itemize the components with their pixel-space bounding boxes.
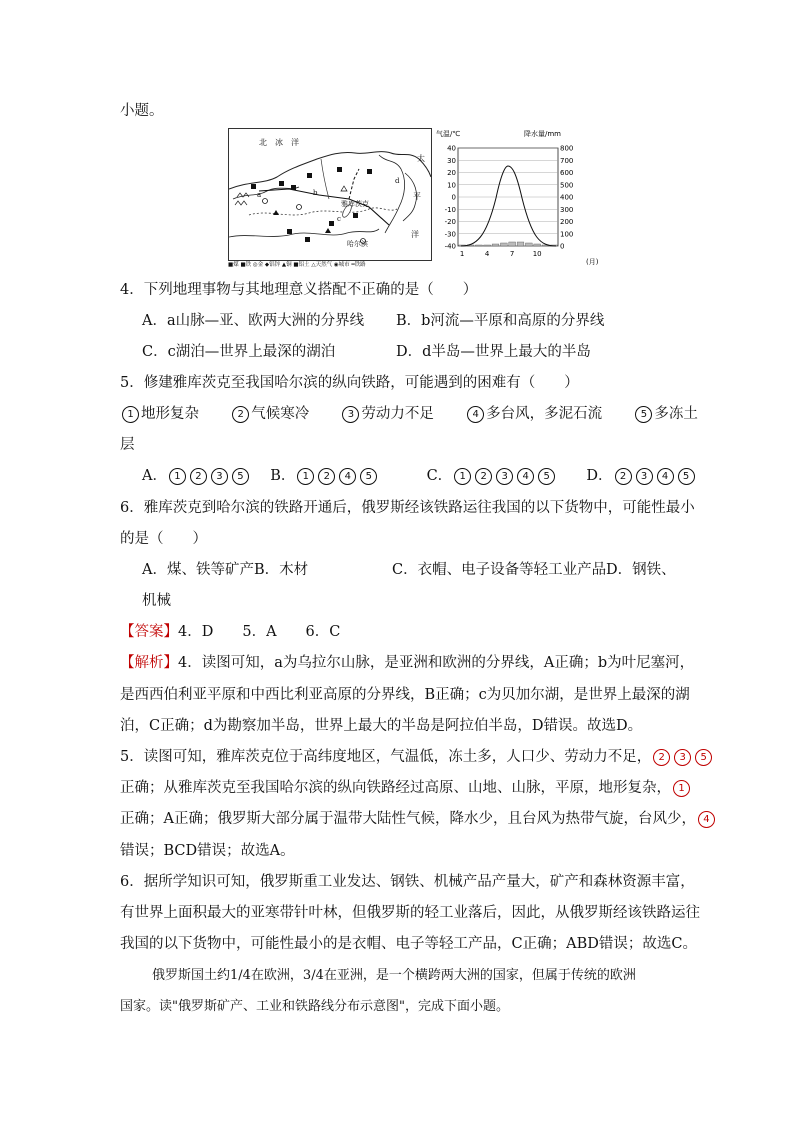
precip-bar	[492, 244, 499, 246]
analysis-p5-1	[120, 746, 714, 768]
c3: 3	[496, 468, 513, 485]
c1: 1	[297, 468, 314, 485]
q5-option-b-label: B．	[270, 468, 296, 484]
red-circle-5: 5	[695, 749, 712, 766]
q5-item-3: 劳动力不足	[361, 406, 434, 422]
analysis-p5-2-text: 正确；从雅库茨克至我国哈尔滨的纵向铁路经过高原、山地、山脉，平原，地形复杂，	[120, 780, 671, 796]
precip-tick-label: 800	[560, 144, 574, 153]
num-circle-5: 5	[635, 406, 652, 423]
q4-option-b: B．b河流—平原和高原的分界线	[396, 313, 605, 329]
q5-option-d-label: D．	[586, 468, 613, 484]
next-intro-1: 俄罗斯国土约1/4在欧洲，3/4在亚洲，是一个横跨两大洲的国家，但属于传统的欧洲	[152, 968, 636, 983]
q5-options	[142, 465, 697, 487]
precip-tick-label: 700	[560, 156, 574, 165]
temp-tick-label: 0	[451, 193, 456, 202]
c5: 5	[232, 468, 249, 485]
label-d: d	[395, 177, 400, 185]
analysis-p5-4: 错误；BCD错误；故选A。	[120, 843, 295, 859]
temp-tick-label: 30	[447, 156, 456, 165]
figure	[228, 128, 608, 268]
analysis-p4-3: 泊，C正确；d为勘察加半岛，世界上最大的半岛是阿拉伯半岛，D错误。故选D。	[120, 718, 643, 734]
map-legend: ■煤 ■铁 ◎金 ◆铝锌 ▲铜 ■铝土 △天然气 ◉城市 ━铁路	[228, 262, 366, 268]
precip-tick-label: 600	[560, 169, 574, 177]
q6-option-d: D．钢铁、	[606, 562, 676, 578]
c5: 5	[538, 468, 555, 485]
precip-tick-label: 300	[560, 205, 574, 214]
precip-bar	[525, 243, 532, 246]
precip-tick-label: 100	[560, 230, 574, 239]
q5-item-2: 气候寒冷	[251, 406, 310, 422]
analysis-p5-3	[120, 808, 717, 830]
arctic-ocean-label: 北 冰 洋	[259, 138, 299, 147]
c3: 3	[211, 468, 228, 485]
month-tick-label: 7	[509, 250, 515, 258]
c5: 5	[360, 468, 377, 485]
label-a: a	[257, 191, 262, 199]
num-circle-4: 4	[467, 406, 484, 423]
q6-option-c: C．衣帽、电子设备等轻工业产品	[392, 562, 607, 578]
label-c: c	[337, 215, 341, 223]
num-circle-3: 3	[342, 406, 359, 423]
red-circle-3: 3	[674, 749, 691, 766]
temp-tick-label: 10	[447, 181, 456, 190]
analysis-p5-3-text: 正确；A正确；俄罗斯大部分属于温带大陆性气候，降水少，且台风为热带气旋，台风少，	[120, 811, 696, 827]
label-b: b	[313, 189, 318, 197]
answer-tag: 【答案】	[120, 624, 178, 640]
q4-option-d: D．d半岛—世界上最大的半岛	[396, 344, 591, 360]
c2: 2	[475, 468, 492, 485]
red-circle-1: 1	[673, 780, 690, 797]
precip-tick-label: 500	[560, 181, 574, 190]
c1: 1	[169, 468, 186, 485]
q6-stem-1: 6．雅库茨克到哈尔滨的铁路开通后，俄罗斯经该铁路运往我国的以下货物中，可能性最小	[120, 500, 695, 516]
q6-option-d-tail: 机械	[142, 593, 171, 609]
analysis-tag: 【解析】	[120, 655, 178, 671]
harbin-label: 哈尔滨	[347, 240, 368, 248]
precip-bar	[509, 242, 516, 246]
analysis-p6-2: 有世界上面积最大的亚寒带针叶林，但俄罗斯的轻工业落后，因此，从俄罗斯经该铁路运往	[120, 905, 700, 921]
temp-tick-label: 20	[447, 169, 456, 177]
q4-option-a: A．a山脉—亚、欧两大洲的分界线	[142, 313, 365, 329]
precip-bar	[484, 245, 491, 246]
temp-axis-label: 气温/℃	[436, 130, 461, 138]
precip-axis-label: 降水量/mm	[524, 130, 561, 138]
month-tick-label: 10	[532, 250, 542, 258]
c4: 4	[517, 468, 534, 485]
analysis-p6-1: 6．据所学知识可知，俄罗斯重工业发达、钢铁、机械产品产量大，矿产和森林资源丰富，	[120, 874, 695, 890]
month-unit-label: (月)	[586, 258, 599, 266]
month-tick-label: 1	[459, 250, 465, 258]
temp-tick-label: -40	[444, 242, 456, 251]
q5-stem: 5．修建雅库茨克至我国哈尔滨的纵向铁路，可能遇到的困难有（ ）	[120, 375, 579, 391]
q5-items	[120, 403, 698, 425]
q6-option-a: A．煤、铁等矿产	[142, 562, 254, 578]
pacific-label-2: 平	[413, 192, 421, 201]
precip-tick-label: 400	[560, 193, 574, 202]
answer-line	[120, 621, 340, 643]
q5-item-4: 多台风，多泥石流	[486, 406, 603, 422]
analysis-p4-1-text: 4．读图可知，a为乌拉尔山脉，是亚洲和欧洲的分界线，A正确；b为叶尼塞河，	[178, 655, 695, 671]
answer-text: 4．D 5．A 6．C	[178, 624, 341, 640]
analysis-p4-2: 是西西伯利亚平原和中西比利亚高原的分界线，B正确；c为贝加尔湖，是世界上最深的湖	[120, 687, 690, 703]
next-intro-2: 国家。读"俄罗斯矿产、工业和铁路线分布示意图"，完成下面小题。	[120, 999, 509, 1014]
yakutsk-label: 雅库茨克	[341, 200, 369, 208]
q5-option-c-label: C．	[426, 468, 453, 484]
q4-stem: 4．下列地理事物与其地理意义搭配不正确的是（ ）	[120, 282, 478, 298]
russia-map	[228, 128, 432, 261]
precip-bar	[517, 242, 524, 246]
analysis-p6-3: 我国的以下货物中，可能性最小的是衣帽、电子等轻工产品，C正确；ABD错误；故选C。	[120, 936, 697, 952]
q5-item-5-tail: 层	[120, 437, 135, 453]
precip-tick-label: 0	[560, 242, 565, 251]
num-circle-1: 1	[122, 406, 139, 423]
q4-option-c: C．c湖泊—世界上最深的湖泊	[142, 344, 336, 360]
pacific-label-3: 洋	[411, 230, 419, 239]
analysis-p4-1	[120, 652, 694, 674]
c1: 1	[454, 468, 471, 485]
c4: 4	[339, 468, 356, 485]
precip-bar	[534, 244, 541, 246]
pacific-label-1: 太	[417, 154, 425, 163]
c2: 2	[615, 468, 632, 485]
num-circle-2: 2	[232, 406, 249, 423]
q5-item-1: 地形复杂	[141, 406, 199, 422]
c3: 3	[636, 468, 653, 485]
c4: 4	[657, 468, 674, 485]
q6-stem-2: 的是（ ）	[120, 531, 207, 547]
c2: 2	[318, 468, 335, 485]
precip-bar	[500, 243, 507, 246]
intro-tail: 小题。	[120, 103, 164, 119]
analysis-p5-1-text: 5．读图可知，雅库茨克位于高纬度地区，气温低，冻土多，人口少、劳动力不足，	[120, 749, 652, 765]
c2: 2	[190, 468, 207, 485]
q5-item-5: 多冻土	[654, 406, 698, 422]
temp-tick-label: 40	[447, 144, 456, 153]
climate-chart	[436, 128, 606, 268]
precip-tick-label: 200	[560, 218, 574, 226]
temp-tick-label: -30	[444, 230, 456, 239]
q5-option-a-label: A．	[142, 468, 167, 484]
temp-tick-label: -10	[444, 205, 456, 214]
month-tick-label: 4	[484, 250, 490, 258]
precip-bar	[475, 245, 482, 246]
analysis-p5-2	[120, 777, 692, 799]
red-circle-4: 4	[698, 811, 715, 828]
temp-tick-label: -20	[444, 218, 456, 226]
c5: 5	[678, 468, 695, 485]
q6-option-b: B．木材	[254, 562, 309, 578]
red-circle-2: 2	[653, 749, 670, 766]
